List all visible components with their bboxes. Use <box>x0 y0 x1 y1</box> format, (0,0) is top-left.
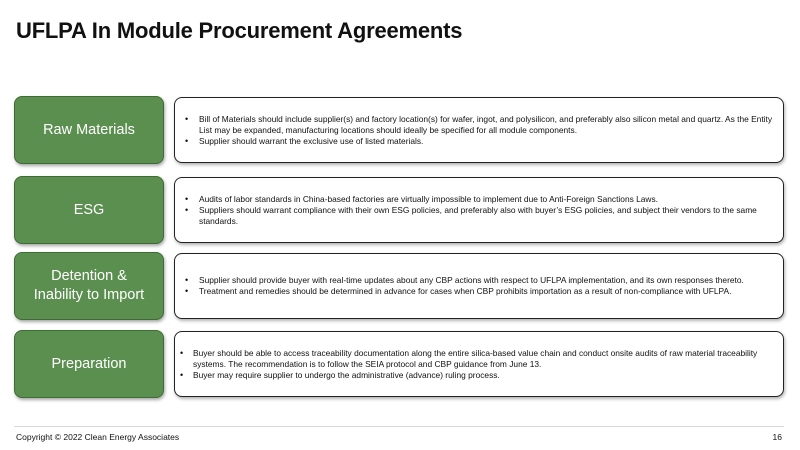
row-raw-materials <box>14 96 784 164</box>
bullet-item: • Bill of Materials should include supplier(s) and factory location(s) for wafer, ingot, and polysilicon, and preferably also silicon metal and quartz. As the Entity List may be expanded, manufacturing locations should ideally be specified for all module components. <box>175 114 775 136</box>
label-detention <box>14 252 164 320</box>
bullet-list <box>175 194 783 227</box>
row-preparation <box>14 330 784 398</box>
bullet-item: • Audits of labor standards in China-based factories are virtually impossible to implement due to Anti-Foreign Sanctions Laws. <box>175 194 775 205</box>
page-title: UFLPA In Module Procurement Agreements <box>16 18 463 43</box>
content-preparation <box>174 331 784 397</box>
footer-divider <box>14 426 784 427</box>
row-detention <box>14 252 784 320</box>
label-text: ESG <box>73 201 105 218</box>
label-text <box>34 267 144 305</box>
label-text: Raw Materials <box>43 121 135 138</box>
bullet-list <box>175 275 783 297</box>
content-detention <box>174 253 784 319</box>
bullet-item: • Suppliers should warrant compliance with their own ESG policies, and preferably also with buyer’s ESG policies, and subject their vendors to the same standards. <box>175 205 775 227</box>
bullet-item: • Treatment and remedies should be determined in advance for cases when CBP prohibits importation as a result of non-compliance with UFLPA. <box>175 286 775 297</box>
label-preparation <box>14 330 164 398</box>
label-line: Detention & <box>51 268 127 284</box>
page-number: 16 <box>772 432 782 442</box>
label-esg <box>14 176 164 244</box>
bullet-item: • Supplier should warrant the exclusive use of listed materials. <box>175 136 775 147</box>
footer-copyright: Copyright © 2022 Clean Energy Associates <box>16 432 180 442</box>
bullet-list <box>175 348 783 381</box>
bullet-item: • Buyer should be able to access traceability documentation along the entire silica-based value chain and conduct onsite audits of raw material traceability systems. The recommendation is to follow the SEIA protocol and CBP guidance from June 13. <box>175 348 775 370</box>
label-line: Inability to Import <box>33 287 145 303</box>
label-text: Preparation <box>51 355 127 372</box>
row-esg <box>14 176 784 244</box>
content-esg <box>174 177 784 243</box>
content-raw-materials <box>174 97 784 163</box>
bullet-item: • Buyer may require supplier to undergo the administrative (advance) ruling process. <box>175 370 775 381</box>
bullet-item: • Supplier should provide buyer with real-time updates about any CBP actions with respect to UFLPA implementation, and its own responses thereto. <box>175 275 775 286</box>
bullet-list <box>175 114 783 147</box>
label-raw-materials <box>14 96 164 164</box>
